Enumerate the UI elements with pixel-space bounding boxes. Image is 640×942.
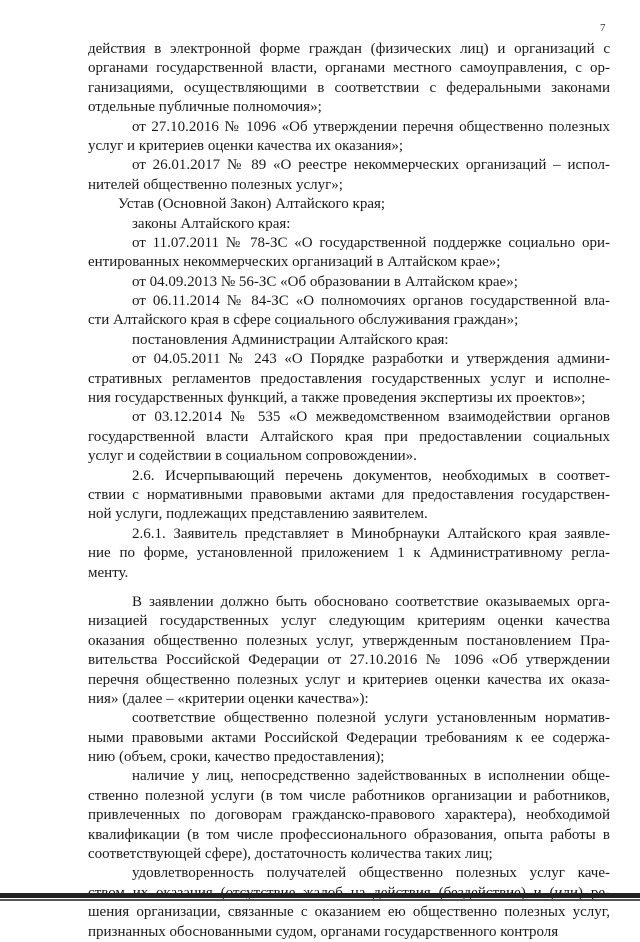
text-line: ной услуги, подлежащих представлению заявителем.	[88, 506, 428, 523]
text-line: ентированных некоммерческих организаций в Алтайском крае»;	[88, 254, 501, 271]
text-line: В заявлении должно быть обосновано соответствие оказываемых орга-	[132, 593, 610, 610]
text-line: ными правовыми актами Российской Федерации требованиям к ее содержа-	[88, 729, 610, 746]
text-line: привлеченных по договорам гражданско-правового характера), необходимой	[88, 807, 610, 824]
text-line: 2.6.1. Заявитель представляет в Минобрнауки Алтайского края заявле-	[132, 525, 610, 542]
text-line: органами государственной власти, органами местного самоуправления, с ор-	[88, 60, 610, 77]
text-line: ния» (далее – «критерии оценки качества»):	[88, 690, 369, 707]
page-number: 7	[600, 22, 606, 34]
text-line: признанных обоснованными судом, органами государственного контроля	[88, 923, 559, 940]
text-line: услуг и критериев оценки качества их оказания»;	[88, 137, 404, 154]
text-line: наличие у лиц, непосредственно задействованных в исполнении обще-	[132, 768, 610, 785]
text-line: удовлетворенность получателей общественно полезных услуг каче-	[132, 865, 610, 882]
text-line: действия в электронной форме граждан (физических лиц) и организаций с	[88, 41, 610, 57]
text-line: нителей общественно полезных услуг»;	[88, 176, 343, 193]
text-line: перечня общественно полезных услуг и критериев оценки качества их оказа-	[88, 671, 610, 688]
text-line: от 04.05.2011 № 243 «О Порядке разработки и утверждения админи-	[132, 351, 610, 368]
text-line: ствии с нормативными правовыми актами для предоставления государствен-	[88, 486, 610, 503]
document-body	[88, 40, 610, 942]
text-line: отдельные публичные полномочия»;	[88, 99, 322, 116]
text-line: квалификации (в том числе профессионального образования, опыта работы в	[88, 826, 610, 843]
text-line: оказания общественно полезных услуг, утвержденным постановлением Пра-	[88, 632, 610, 649]
text-line: ния государственных функций, а также проведения экспертизы их проектов»;	[88, 390, 586, 407]
text-line: от 04.09.2013 № 56-ЗС «Об образовании в Алтайском крае»;	[132, 273, 518, 290]
text-line: от 03.12.2014 № 535 «О межведомственном взаимодействии органов	[132, 409, 610, 426]
text-line: законы Алтайского края:	[132, 215, 291, 232]
text-line: ственно полезной услуги (в том числе работников организации и работников,	[88, 787, 610, 804]
text-line: соответствие общественно полезной услуги установленным норматив-	[132, 710, 610, 727]
paragraph-gap	[88, 583, 610, 593]
text-line: нию (объем, сроки, качество предоставления);	[88, 749, 385, 766]
text-line: 2.6. Исчерпывающий перечень документов, необходимых в соответ-	[132, 467, 610, 484]
scan-edge-bar	[0, 893, 640, 898]
text-line: ние по форме, установленной приложением 1 к Административному регла-	[88, 545, 610, 562]
text-line: низацией государственных услуг следующим критериям оценки качества	[88, 613, 610, 630]
text-line: услуг и содействии в социальном сопровождении».	[88, 448, 417, 465]
text-line: стративных регламентов предоставления государственных услуг и исполне-	[88, 370, 610, 387]
text-line: государственной власти Алтайского края при предоставлении социальных	[88, 428, 610, 445]
text-line: постановления Администрации Алтайского края:	[132, 331, 449, 348]
text-line: ганизациями, осуществляющими в соответствии с федеральными законами	[88, 79, 610, 96]
text-line: сти Алтайского края в сфере социального обслуживания граждан»;	[88, 312, 519, 329]
text-line: шения организации, связанные с оказанием ею общественно полезных услуг,	[88, 904, 610, 921]
text-line: от 26.01.2017 № 89 «О реестре некоммерческих организаций – испол-	[132, 157, 610, 174]
text-line: Устав (Основной Закон) Алтайского края;	[118, 196, 386, 213]
text-line: от 27.10.2016 № 1096 «Об утверждении перечня общественно полезных	[132, 118, 610, 135]
text-line: соответствующей сфере), достаточность количества таких лиц;	[88, 846, 493, 863]
text-line: менту.	[88, 564, 129, 581]
text-line: вительства Российской Федерации от 27.10.2016 № 1096 «Об утверждении	[88, 652, 610, 669]
text-line: от 11.07.2011 № 78-ЗС «О государственной поддержке социально ори-	[132, 234, 610, 251]
text-line: от 06.11.2014 № 84-ЗС «О полномочиях органов государственной вла-	[132, 293, 610, 310]
scan-edge-bar-thin	[0, 899, 640, 901]
